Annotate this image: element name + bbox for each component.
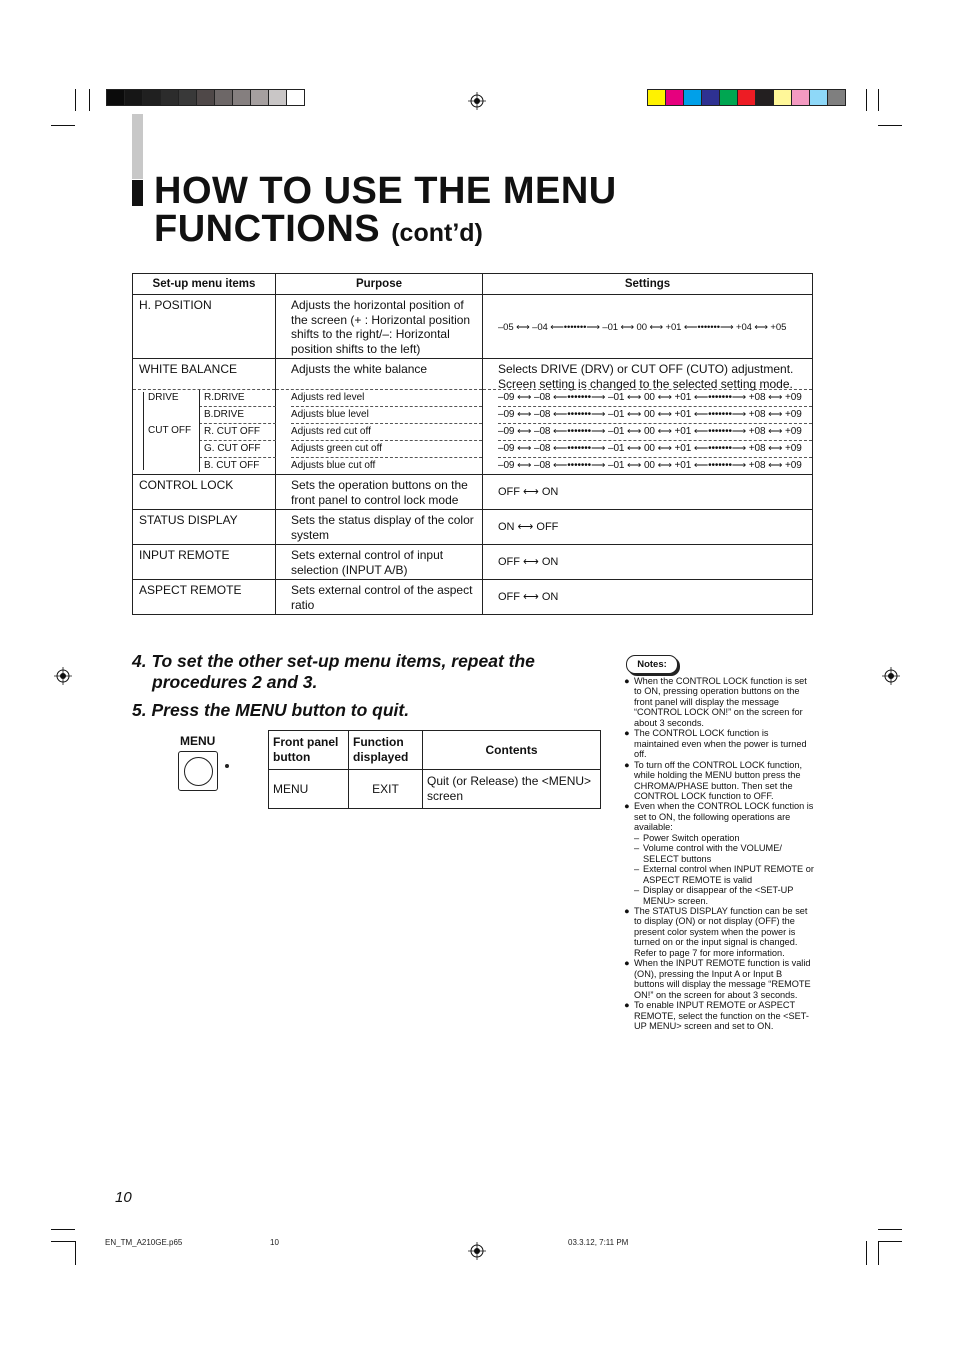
crop-mark (878, 125, 902, 126)
registration-mark-icon (882, 667, 900, 685)
submenu-purpose: Adjusts blue cut off (291, 460, 376, 471)
note-item: ● Even when the CONTROL LOCK function is set to ON, the following operations are available: (624, 801, 814, 833)
note-item: ● The CONTROL LOCK function is maintained even when the power is turned off. (624, 728, 807, 760)
note-item: ● When the INPUT REMOTE function is valid (ON), pressing the Input A or Input B buttons will display the message “REMOTE ON!” on the screen for about 3 seconds. (624, 958, 811, 1000)
note-sub-item: – Display or disappear of the <SET-UP MENU> screen. (634, 885, 794, 906)
color-swatch (827, 89, 846, 106)
color-swatch (268, 89, 287, 106)
table-cell: EXIT (349, 770, 423, 809)
color-swatch (755, 89, 774, 106)
table-row (133, 545, 813, 580)
color-swatch (791, 89, 810, 106)
color-swatch (683, 89, 702, 106)
submenu-item: B. CUT OFF (204, 460, 260, 471)
item-cell: ASPECT REMOTE (133, 580, 276, 615)
item-cell: WHITE BALANCE (133, 359, 275, 390)
crop-mark (878, 1241, 902, 1242)
settings-scale: –09 ⟷ –08 ⟵•••••••⟶ –01 ⟷ 00 ⟷ +01 ⟵•••••••⟶ +08 ⟷ +09 (498, 460, 802, 471)
note-item: ● When the CONTROL LOCK function is set to ON, pressing operation buttons on the front panel will display the message “CONTROL LOCK ON!” on the screen for about 3 seconds. (624, 676, 807, 728)
title-suffix: (cont’d) (391, 219, 483, 247)
setup-menu-table (132, 273, 813, 615)
column-header: Contents (423, 731, 601, 770)
purpose-cell: Sets external control of the aspect ratio (276, 580, 483, 615)
table-row (269, 770, 601, 809)
settings-scale: –09 ⟷ –08 ⟵•••••••⟶ –01 ⟷ 00 ⟷ +01 ⟵•••••••⟶ +08 ⟷ +09 (498, 390, 812, 407)
settings-cell: OFF ⟷ ON (483, 580, 813, 615)
color-swatch (809, 89, 828, 106)
color-swatch (232, 89, 251, 106)
crop-mark (75, 1241, 76, 1265)
page-title (154, 172, 617, 252)
table-row (133, 295, 813, 359)
purpose-cell: Adjusts the white balance (276, 359, 482, 390)
page-number: 10 (115, 1189, 132, 1206)
color-swatch (214, 89, 233, 106)
menu-button-icon (178, 751, 218, 791)
item-cell: CONTROL LOCK (133, 475, 276, 510)
settings-cell: OFF ⟷ ON (483, 475, 813, 510)
table-header-row (269, 731, 601, 770)
submenu-item: G. CUT OFF (199, 441, 276, 458)
purpose-cell: Sets the status display of the color system (276, 510, 483, 545)
white-balance-submenu (133, 390, 275, 472)
item-cell: STATUS DISPLAY (133, 510, 276, 545)
bracket-line (143, 392, 144, 470)
step-4-line-1: 4. To set the other set-up menu items, repeat the (132, 651, 535, 671)
table-header-row (133, 274, 813, 295)
submenu-purpose: Adjusts red level (291, 390, 482, 407)
footer-filename: EN_TM_A210GE.p65 (105, 1238, 183, 1247)
color-swatch (701, 89, 720, 106)
table-cell: Quit (or Release) the <MENU> screen (423, 770, 601, 809)
title-line-2: FUNCTIONS (154, 208, 381, 250)
color-swatch (250, 89, 269, 106)
color-swatch (647, 89, 666, 106)
footer-page: 10 (270, 1238, 279, 1247)
bracket-line (199, 390, 200, 472)
crop-mark (878, 1241, 879, 1265)
column-header: Front panel button (269, 731, 349, 770)
color-swatch (719, 89, 738, 106)
registration-mark-icon (468, 1242, 486, 1260)
notes-list (624, 676, 814, 1031)
title-accent-block (132, 180, 143, 206)
note-item: ● The STATUS DISPLAY function can be set to display (ON) or not display (OFF) the present color system when the power is turned on or the input signal is changed. Refer to page 7 for more information. (624, 905, 808, 958)
color-swatch (160, 89, 179, 106)
menu-button-label: MENU (180, 734, 216, 748)
crop-mark (866, 89, 867, 111)
color-swatch (142, 89, 161, 106)
submenu-purpose: Adjusts green cut off (291, 441, 482, 458)
note-sub-item: – Power Switch operation (634, 832, 740, 843)
submenu-item: R. CUT OFF (199, 424, 276, 441)
indicator-dot (225, 764, 229, 768)
footer-date: 03.3.12, 7:11 PM (568, 1238, 629, 1247)
color-swatch (106, 89, 125, 106)
crop-mark (878, 1229, 902, 1230)
color-swatch (286, 89, 305, 106)
settings-cell: ON ⟷ OFF (483, 510, 813, 545)
registration-mark-icon (54, 667, 72, 685)
table-row (133, 510, 813, 545)
color-swatch (124, 89, 143, 106)
color-swatch (178, 89, 197, 106)
item-cell: H. POSITION (133, 295, 276, 359)
purpose-cell: Adjusts the horizontal position of the screen (+ : Horizontal position shifts to the right/–: Horizontal position shifts to the left) (276, 295, 483, 359)
crop-mark (89, 89, 90, 111)
note-item: ● To turn off the CONTROL LOCK function, while holding the MENU button press the CHROMA/PHASE button. Then set the CONTROL LOCK function to OFF. (624, 759, 802, 801)
crop-mark (866, 1241, 867, 1265)
column-header: Purpose (276, 274, 483, 295)
menu-button-table (268, 730, 601, 809)
crop-mark (878, 89, 879, 111)
registration-mark-icon (468, 92, 486, 110)
crop-mark (75, 89, 76, 111)
step-4 (132, 651, 535, 693)
submenu-item: R.DRIVE (199, 390, 276, 407)
note-sub-item: – External control when INPUT REMOTE or ASPECT REMOTE is valid (634, 864, 814, 885)
step-4-line-2: procedures 2 and 3. (152, 672, 318, 692)
crop-mark (51, 1241, 75, 1242)
table-row (133, 580, 813, 615)
submenu-purpose: Adjusts blue level (291, 407, 482, 424)
settings-scale: –09 ⟷ –08 ⟵•••••••⟶ –01 ⟷ 00 ⟷ +01 ⟵•••••••⟶ +08 ⟷ +09 (498, 424, 812, 441)
settings-scale: –05 ⟷ –04 ⟵•••••••⟶ –01 ⟷ 00 ⟷ +01 ⟵•••••••⟶ +04 ⟷ +05 (498, 321, 787, 333)
step-5: 5. Press the MENU button to quit. (132, 700, 410, 720)
note-sub-item: – Volume control with the VOLUME/ SELECT buttons (634, 843, 782, 864)
settings-scale: –09 ⟷ –08 ⟵•••••••⟶ –01 ⟷ 00 ⟷ +01 ⟵•••••••⟶ +08 ⟷ +09 (498, 441, 812, 458)
column-header: Function displayed (349, 731, 423, 770)
column-header: Set-up menu items (133, 274, 276, 295)
color-swatch (737, 89, 756, 106)
color-swatch (665, 89, 684, 106)
purpose-cell: Sets the operation buttons on the front panel to control lock mode (276, 475, 483, 510)
purpose-cell: Sets external control of input selection (INPUT A/B) (276, 545, 483, 580)
table-row (133, 475, 813, 510)
crop-mark (51, 1229, 75, 1230)
submenu-item: B.DRIVE (199, 407, 276, 424)
column-header: Settings (483, 274, 813, 295)
item-cell: INPUT REMOTE (133, 545, 276, 580)
group-label-cutoff: CUT OFF (148, 425, 192, 436)
settings-scale: –09 ⟷ –08 ⟵•••••••⟶ –01 ⟷ 00 ⟷ +01 ⟵•••••••⟶ +08 ⟷ +09 (498, 407, 812, 424)
color-swatch (196, 89, 215, 106)
note-item: ● To enable INPUT REMOTE or ASPECT REMOTE, select the function on the <SET-UP MENU> screen and set to ON. (624, 1000, 809, 1031)
title-line-1: HOW TO USE THE MENU (154, 170, 617, 212)
submenu-purpose: Adjusts red cut off (291, 424, 482, 441)
color-swatch (773, 89, 792, 106)
settings-cell: OFF ⟷ ON (483, 545, 813, 580)
group-label-drive: DRIVE (148, 392, 179, 403)
crop-mark (51, 125, 75, 126)
settings-cell: Selects DRIVE (DRV) or CUT OFF (CUTO) adjustment. Screen setting is changed to the selected setting mode. (483, 359, 812, 390)
notes-badge: Notes: (626, 655, 678, 674)
title-accent-bar (132, 114, 143, 179)
table-row (133, 359, 813, 475)
table-cell: MENU (269, 770, 349, 809)
